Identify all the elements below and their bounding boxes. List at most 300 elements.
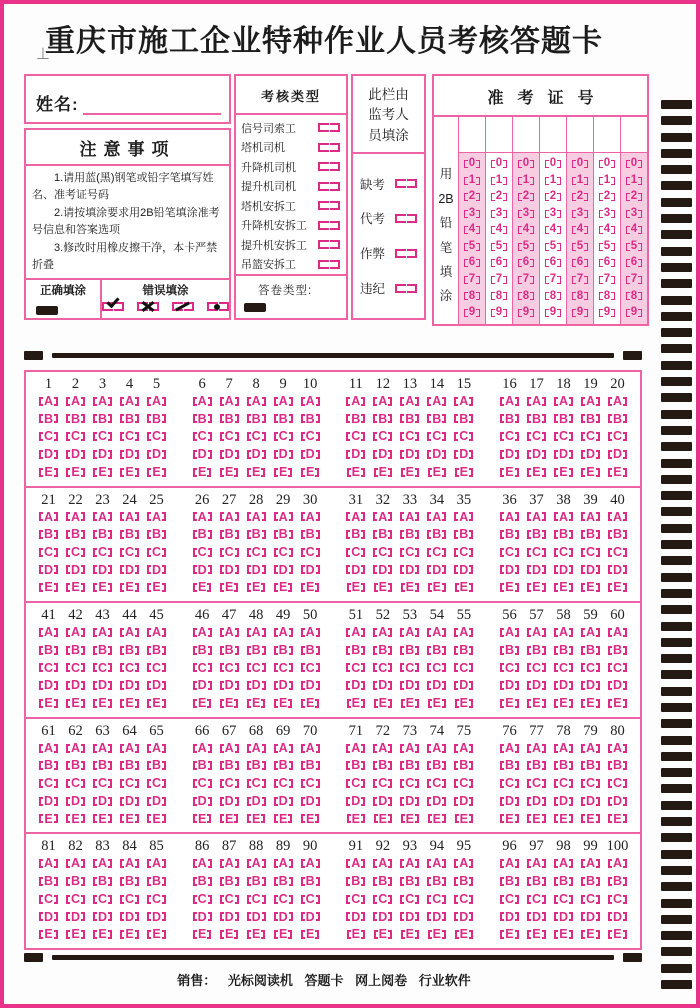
digit-bubble[interactable]: 9: [540, 305, 566, 320]
exam-type-fill-slot[interactable]: [318, 260, 340, 269]
answer-bubble[interactable]: E: [66, 926, 84, 943]
digit-bubble[interactable]: 2: [567, 190, 593, 205]
answer-bubble[interactable]: E: [554, 695, 572, 712]
answer-bubble[interactable]: E: [147, 464, 165, 481]
answer-bubble[interactable]: B: [346, 526, 365, 543]
answer-bubble[interactable]: B: [500, 526, 519, 543]
answer-bubble[interactable]: E: [581, 579, 599, 596]
digit-bubble[interactable]: 0: [459, 157, 485, 172]
answer-bubble[interactable]: C: [554, 659, 573, 676]
answer-bubble[interactable]: E: [66, 810, 84, 827]
answer-bubble[interactable]: B: [608, 410, 627, 427]
answer-bubble[interactable]: C: [247, 544, 266, 561]
answer-bubble[interactable]: E: [608, 464, 626, 481]
answer-bubble[interactable]: C: [147, 775, 166, 792]
answer-bubble[interactable]: D: [120, 561, 139, 578]
answer-bubble[interactable]: E: [193, 810, 211, 827]
answer-bubble[interactable]: E: [247, 579, 265, 596]
answer-bubble[interactable]: B: [247, 757, 266, 774]
digit-bubble[interactable]: 8: [459, 289, 485, 304]
answer-bubble[interactable]: A: [373, 393, 392, 410]
answer-bubble[interactable]: D: [454, 561, 473, 578]
answer-bubble[interactable]: D: [247, 677, 266, 694]
answer-bubble[interactable]: B: [247, 873, 266, 890]
answer-bubble[interactable]: D: [147, 446, 166, 463]
answer-bubble[interactable]: B: [400, 642, 419, 659]
answer-bubble[interactable]: C: [39, 428, 58, 445]
answer-bubble[interactable]: E: [374, 926, 392, 943]
digit-bubble[interactable]: 3: [459, 206, 485, 221]
digit-bubble[interactable]: 1: [594, 173, 620, 188]
answer-bubble[interactable]: D: [147, 793, 166, 810]
answer-bubble[interactable]: B: [373, 873, 392, 890]
digit-bubble[interactable]: 6: [567, 256, 593, 271]
answer-bubble[interactable]: A: [581, 393, 600, 410]
answer-bubble[interactable]: A: [147, 740, 166, 757]
answer-bubble[interactable]: C: [581, 891, 600, 908]
answer-bubble[interactable]: E: [608, 810, 626, 827]
answer-bubble[interactable]: B: [527, 642, 546, 659]
answer-bubble[interactable]: D: [400, 677, 419, 694]
answer-bubble[interactable]: A: [247, 855, 266, 872]
answer-bubble[interactable]: D: [373, 677, 392, 694]
digit-bubble[interactable]: 7: [459, 272, 485, 287]
answer-bubble[interactable]: B: [66, 642, 85, 659]
answer-bubble[interactable]: A: [500, 624, 519, 641]
digit-bubble[interactable]: 1: [513, 173, 539, 188]
answer-bubble[interactable]: D: [220, 561, 239, 578]
answer-bubble[interactable]: D: [193, 677, 212, 694]
answer-bubble[interactable]: C: [554, 544, 573, 561]
answer-bubble[interactable]: D: [301, 446, 320, 463]
answer-bubble[interactable]: E: [120, 579, 138, 596]
answer-bubble[interactable]: D: [39, 677, 58, 694]
answer-bubble[interactable]: A: [274, 855, 293, 872]
answer-bubble[interactable]: C: [400, 659, 419, 676]
answer-bubble[interactable]: A: [554, 855, 573, 872]
exam-type-fill-slot[interactable]: [318, 123, 340, 132]
answer-bubble[interactable]: B: [93, 642, 112, 659]
answer-bubble[interactable]: A: [400, 740, 419, 757]
answer-bubble[interactable]: B: [247, 410, 266, 427]
answer-bubble[interactable]: B: [400, 873, 419, 890]
answer-bubble[interactable]: B: [500, 642, 519, 659]
answer-bubble[interactable]: A: [427, 740, 446, 757]
digit-bubble[interactable]: 0: [486, 157, 512, 172]
answer-bubble[interactable]: D: [554, 677, 573, 694]
answer-bubble[interactable]: D: [120, 677, 139, 694]
answer-bubble[interactable]: B: [527, 410, 546, 427]
invigilator-fill-slot[interactable]: [395, 249, 417, 258]
answer-bubble[interactable]: B: [454, 410, 473, 427]
digit-bubble[interactable]: 0: [567, 157, 593, 172]
answer-bubble[interactable]: E: [147, 926, 165, 943]
digit-bubble[interactable]: 0: [540, 157, 566, 172]
digit-bubble[interactable]: 1: [459, 173, 485, 188]
answer-bubble[interactable]: B: [608, 757, 627, 774]
answer-bubble[interactable]: C: [39, 659, 58, 676]
answer-bubble[interactable]: E: [455, 810, 473, 827]
answer-bubble[interactable]: D: [301, 561, 320, 578]
answer-bubble[interactable]: E: [301, 810, 319, 827]
answer-bubble[interactable]: D: [346, 561, 365, 578]
answer-bubble[interactable]: C: [193, 544, 212, 561]
answer-bubble[interactable]: E: [527, 695, 545, 712]
answer-bubble[interactable]: E: [247, 926, 265, 943]
answer-bubble[interactable]: A: [427, 508, 446, 525]
answer-bubble[interactable]: D: [581, 561, 600, 578]
answer-bubble[interactable]: C: [120, 659, 139, 676]
answer-bubble[interactable]: C: [500, 428, 519, 445]
digit-bubble[interactable]: 5: [594, 239, 620, 254]
answer-bubble[interactable]: A: [120, 855, 139, 872]
answer-bubble[interactable]: A: [247, 393, 266, 410]
answer-bubble[interactable]: A: [120, 508, 139, 525]
answer-bubble[interactable]: B: [220, 873, 239, 890]
answer-bubble[interactable]: A: [39, 393, 58, 410]
answer-bubble[interactable]: D: [581, 908, 600, 925]
digit-bubble[interactable]: 4: [567, 223, 593, 238]
answer-bubble[interactable]: E: [608, 926, 626, 943]
answer-bubble[interactable]: D: [220, 908, 239, 925]
answer-bubble[interactable]: B: [93, 410, 112, 427]
answer-bubble[interactable]: A: [93, 508, 112, 525]
answer-bubble[interactable]: A: [220, 624, 239, 641]
answer-bubble[interactable]: B: [346, 873, 365, 890]
answer-bubble[interactable]: D: [93, 908, 112, 925]
answer-bubble[interactable]: C: [147, 891, 166, 908]
answer-bubble[interactable]: E: [301, 926, 319, 943]
answer-bubble[interactable]: E: [527, 464, 545, 481]
answer-bubble[interactable]: C: [527, 891, 546, 908]
answer-bubble[interactable]: C: [500, 544, 519, 561]
answer-bubble[interactable]: E: [554, 810, 572, 827]
answer-bubble[interactable]: D: [581, 793, 600, 810]
answer-bubble[interactable]: A: [581, 624, 600, 641]
answer-bubble[interactable]: E: [220, 464, 238, 481]
answer-bubble[interactable]: A: [120, 740, 139, 757]
answer-bubble[interactable]: E: [347, 464, 365, 481]
answer-bubble[interactable]: A: [301, 855, 320, 872]
answer-bubble[interactable]: E: [527, 579, 545, 596]
answer-bubble[interactable]: A: [147, 393, 166, 410]
answer-bubble[interactable]: B: [554, 873, 573, 890]
answer-bubble[interactable]: B: [301, 757, 320, 774]
answer-bubble[interactable]: A: [93, 855, 112, 872]
answer-bubble[interactable]: D: [274, 446, 293, 463]
answer-bubble[interactable]: A: [193, 624, 212, 641]
answer-bubble[interactable]: D: [427, 677, 446, 694]
exam-type-fill-slot[interactable]: [318, 221, 340, 230]
answer-bubble[interactable]: A: [274, 393, 293, 410]
answer-bubble[interactable]: A: [454, 624, 473, 641]
answer-bubble[interactable]: B: [373, 757, 392, 774]
answer-bubble[interactable]: C: [120, 428, 139, 445]
answer-bubble[interactable]: E: [374, 464, 392, 481]
answer-bubble[interactable]: C: [301, 428, 320, 445]
answer-bubble[interactable]: C: [247, 775, 266, 792]
answer-bubble[interactable]: B: [274, 873, 293, 890]
answer-bubble[interactable]: D: [247, 446, 266, 463]
answer-bubble[interactable]: C: [427, 428, 446, 445]
answer-bubble[interactable]: E: [193, 695, 211, 712]
answer-bubble[interactable]: D: [66, 793, 85, 810]
answer-bubble[interactable]: E: [93, 695, 111, 712]
answer-bubble[interactable]: B: [120, 642, 139, 659]
answer-bubble[interactable]: A: [93, 393, 112, 410]
answer-bubble[interactable]: B: [400, 526, 419, 543]
digit-bubble[interactable]: 3: [621, 206, 647, 221]
answer-bubble[interactable]: A: [527, 508, 546, 525]
answer-bubble[interactable]: C: [608, 544, 627, 561]
answer-bubble[interactable]: D: [274, 677, 293, 694]
answer-bubble[interactable]: E: [554, 926, 572, 943]
answer-bubble[interactable]: E: [500, 810, 518, 827]
answer-bubble[interactable]: A: [193, 740, 212, 757]
answer-bubble[interactable]: B: [301, 526, 320, 543]
digit-bubble[interactable]: 9: [621, 305, 647, 320]
answer-bubble[interactable]: C: [400, 428, 419, 445]
answer-bubble[interactable]: D: [427, 793, 446, 810]
answer-bubble[interactable]: B: [554, 757, 573, 774]
answer-bubble[interactable]: B: [608, 642, 627, 659]
invigilator-fill-slot[interactable]: [395, 284, 417, 293]
answer-bubble[interactable]: D: [500, 908, 519, 925]
answer-bubble[interactable]: D: [554, 908, 573, 925]
answer-bubble[interactable]: C: [274, 775, 293, 792]
answer-bubble[interactable]: C: [373, 659, 392, 676]
answer-bubble[interactable]: A: [608, 508, 627, 525]
answer-bubble[interactable]: B: [120, 410, 139, 427]
answer-bubble[interactable]: B: [554, 410, 573, 427]
answer-bubble[interactable]: A: [346, 740, 365, 757]
answer-bubble[interactable]: B: [39, 526, 58, 543]
answer-bubble[interactable]: A: [454, 740, 473, 757]
answer-bubble[interactable]: D: [527, 908, 546, 925]
answer-bubble[interactable]: A: [527, 740, 546, 757]
answer-bubble[interactable]: E: [401, 464, 419, 481]
answer-bubble[interactable]: E: [39, 579, 57, 596]
answer-bubble[interactable]: B: [527, 526, 546, 543]
answer-bubble[interactable]: C: [147, 544, 166, 561]
answer-bubble[interactable]: B: [147, 526, 166, 543]
answer-bubble[interactable]: D: [527, 677, 546, 694]
answer-bubble[interactable]: E: [301, 464, 319, 481]
answer-bubble[interactable]: E: [554, 579, 572, 596]
answer-bubble[interactable]: D: [427, 561, 446, 578]
answer-bubble[interactable]: A: [147, 508, 166, 525]
answer-bubble[interactable]: B: [120, 526, 139, 543]
answer-bubble[interactable]: E: [527, 926, 545, 943]
answer-bubble[interactable]: C: [346, 428, 365, 445]
answer-bubble[interactable]: D: [301, 793, 320, 810]
answer-bubble[interactable]: E: [608, 579, 626, 596]
answer-bubble[interactable]: B: [66, 526, 85, 543]
answer-bubble[interactable]: A: [220, 508, 239, 525]
answer-bubble[interactable]: A: [373, 508, 392, 525]
answer-bubble[interactable]: E: [93, 464, 111, 481]
answer-bubble[interactable]: E: [374, 695, 392, 712]
answer-bubble[interactable]: D: [500, 793, 519, 810]
digit-bubble[interactable]: 4: [540, 223, 566, 238]
digit-bubble[interactable]: 8: [594, 289, 620, 304]
answer-bubble[interactable]: A: [301, 508, 320, 525]
answer-bubble[interactable]: A: [454, 508, 473, 525]
answer-bubble[interactable]: D: [346, 793, 365, 810]
digit-bubble[interactable]: 0: [621, 157, 647, 172]
answer-bubble[interactable]: A: [500, 508, 519, 525]
answer-bubble[interactable]: C: [581, 428, 600, 445]
answer-bubble[interactable]: E: [120, 695, 138, 712]
answer-bubble[interactable]: D: [193, 446, 212, 463]
digit-bubble[interactable]: 6: [540, 256, 566, 271]
answer-bubble[interactable]: B: [274, 526, 293, 543]
answer-bubble[interactable]: C: [66, 428, 85, 445]
answer-bubble[interactable]: E: [147, 810, 165, 827]
answer-bubble[interactable]: E: [347, 926, 365, 943]
answer-bubble[interactable]: D: [554, 446, 573, 463]
answer-bubble[interactable]: D: [400, 908, 419, 925]
answer-bubble[interactable]: D: [66, 677, 85, 694]
answer-bubble[interactable]: C: [93, 659, 112, 676]
answer-bubble[interactable]: E: [347, 810, 365, 827]
answer-bubble[interactable]: D: [454, 908, 473, 925]
answer-bubble[interactable]: E: [274, 579, 292, 596]
answer-bubble[interactable]: C: [301, 659, 320, 676]
answer-bubble[interactable]: D: [120, 908, 139, 925]
answer-bubble[interactable]: C: [500, 775, 519, 792]
admission-digit-writebox[interactable]: [513, 117, 539, 153]
digit-bubble[interactable]: 8: [513, 289, 539, 304]
answer-bubble[interactable]: C: [39, 891, 58, 908]
answer-bubble[interactable]: A: [373, 740, 392, 757]
answer-bubble[interactable]: B: [500, 873, 519, 890]
answer-bubble[interactable]: E: [66, 464, 84, 481]
digit-bubble[interactable]: 2: [540, 190, 566, 205]
answer-bubble[interactable]: D: [427, 908, 446, 925]
answer-bubble[interactable]: A: [608, 624, 627, 641]
answer-bubble[interactable]: B: [373, 642, 392, 659]
answer-bubble[interactable]: C: [454, 891, 473, 908]
digit-bubble[interactable]: 6: [459, 256, 485, 271]
admission-digit-writebox[interactable]: [594, 117, 620, 153]
answer-bubble[interactable]: E: [428, 464, 446, 481]
answer-bubble[interactable]: C: [247, 659, 266, 676]
answer-bubble[interactable]: E: [274, 810, 292, 827]
answer-bubble[interactable]: C: [346, 659, 365, 676]
answer-bubble[interactable]: A: [581, 508, 600, 525]
answer-bubble[interactable]: E: [220, 810, 238, 827]
answer-bubble[interactable]: D: [346, 446, 365, 463]
answer-bubble[interactable]: C: [500, 659, 519, 676]
answer-bubble[interactable]: B: [39, 873, 58, 890]
answer-bubble[interactable]: B: [373, 410, 392, 427]
answer-bubble[interactable]: C: [581, 775, 600, 792]
answer-bubble[interactable]: B: [346, 410, 365, 427]
digit-bubble[interactable]: 3: [486, 206, 512, 221]
answer-bubble[interactable]: B: [454, 873, 473, 890]
answer-bubble[interactable]: D: [608, 677, 627, 694]
answer-bubble[interactable]: C: [274, 891, 293, 908]
answer-bubble[interactable]: D: [500, 561, 519, 578]
answer-bubble[interactable]: A: [39, 740, 58, 757]
answer-bubble[interactable]: A: [400, 393, 419, 410]
answer-bubble[interactable]: B: [247, 642, 266, 659]
answer-bubble[interactable]: A: [346, 508, 365, 525]
answer-bubble[interactable]: B: [66, 410, 85, 427]
answer-bubble[interactable]: A: [554, 393, 573, 410]
answer-bubble[interactable]: B: [500, 757, 519, 774]
answer-bubble[interactable]: C: [274, 428, 293, 445]
digit-bubble[interactable]: 2: [621, 190, 647, 205]
answer-bubble[interactable]: C: [527, 428, 546, 445]
answer-bubble[interactable]: C: [301, 891, 320, 908]
answer-bubble[interactable]: A: [346, 393, 365, 410]
digit-bubble[interactable]: 7: [621, 272, 647, 287]
answer-bubble[interactable]: E: [401, 926, 419, 943]
answer-bubble[interactable]: A: [454, 393, 473, 410]
answer-bubble[interactable]: D: [193, 908, 212, 925]
answer-bubble[interactable]: C: [346, 775, 365, 792]
digit-bubble[interactable]: 1: [540, 173, 566, 188]
answer-bubble[interactable]: E: [527, 810, 545, 827]
answer-bubble[interactable]: E: [301, 579, 319, 596]
answer-bubble[interactable]: E: [554, 464, 572, 481]
answer-bubble[interactable]: D: [220, 446, 239, 463]
answer-bubble[interactable]: E: [455, 464, 473, 481]
answer-bubble[interactable]: B: [274, 757, 293, 774]
answer-bubble[interactable]: A: [274, 508, 293, 525]
answer-bubble[interactable]: A: [373, 855, 392, 872]
answer-bubble[interactable]: D: [147, 561, 166, 578]
digit-bubble[interactable]: 7: [567, 272, 593, 287]
answer-bubble[interactable]: A: [608, 393, 627, 410]
answer-bubble[interactable]: B: [427, 410, 446, 427]
answer-bubble[interactable]: C: [346, 544, 365, 561]
answer-bubble[interactable]: E: [401, 579, 419, 596]
admission-digit-writebox[interactable]: [621, 117, 647, 153]
answer-bubble[interactable]: A: [400, 624, 419, 641]
answer-bubble[interactable]: B: [527, 873, 546, 890]
answer-bubble[interactable]: A: [247, 508, 266, 525]
digit-bubble[interactable]: 9: [513, 305, 539, 320]
answer-bubble[interactable]: D: [301, 677, 320, 694]
answer-bubble[interactable]: B: [301, 642, 320, 659]
digit-bubble[interactable]: 4: [486, 223, 512, 238]
answer-bubble[interactable]: E: [247, 464, 265, 481]
digit-bubble[interactable]: 4: [459, 223, 485, 238]
digit-bubble[interactable]: 3: [513, 206, 539, 221]
answer-bubble[interactable]: E: [39, 810, 57, 827]
answer-bubble[interactable]: B: [120, 757, 139, 774]
answer-bubble[interactable]: D: [247, 561, 266, 578]
answer-bubble[interactable]: D: [581, 677, 600, 694]
digit-bubble[interactable]: 5: [459, 239, 485, 254]
digit-bubble[interactable]: 7: [594, 272, 620, 287]
answer-bubble[interactable]: D: [608, 908, 627, 925]
answer-bubble[interactable]: B: [581, 526, 600, 543]
answer-bubble[interactable]: B: [346, 642, 365, 659]
digit-bubble[interactable]: 3: [594, 206, 620, 221]
answer-bubble[interactable]: B: [93, 757, 112, 774]
answer-bubble[interactable]: C: [427, 891, 446, 908]
answer-bubble[interactable]: C: [301, 544, 320, 561]
answer-bubble[interactable]: E: [347, 695, 365, 712]
digit-bubble[interactable]: 0: [594, 157, 620, 172]
answer-bubble[interactable]: A: [120, 624, 139, 641]
answer-bubble[interactable]: E: [220, 926, 238, 943]
answer-bubble[interactable]: D: [527, 446, 546, 463]
